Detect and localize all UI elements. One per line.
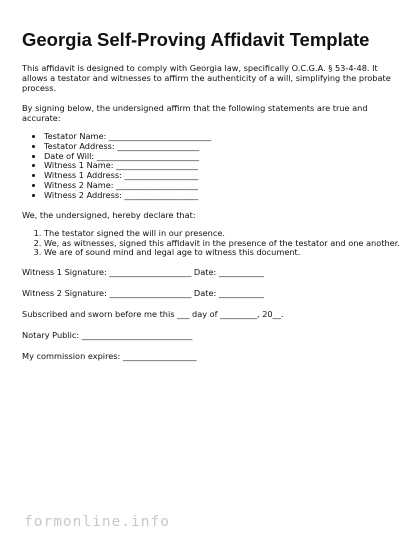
intro-paragraph: This affidavit is designed to comply with Georgia law, specifically O.C.G.A. § 53-4-48. It allows a testator and witnesses to affirm the authenticity of a will, simplifying the probate process.: [22, 63, 391, 94]
declaration-item: 2. We, as witnesses, signed this affidavit in the presence of the testator and one another.: [44, 239, 402, 249]
watermark-text: formonline.info: [24, 514, 170, 530]
document-page: [22, 0, 402, 372]
notary-line: Notary Public: ___________________________: [22, 330, 193, 341]
document-title: Georgia Self-Proving Affidavit Template: [22, 29, 370, 50]
commission-line: My commission expires: __________________: [22, 351, 197, 362]
sworn-line: Subscribed and sworn before me this ___ day of _________, 20__.: [22, 309, 284, 320]
field-witness-2-address: • Witness 2 Address: __________________: [44, 191, 402, 201]
field-testator-name: • Testator Name: _________________________: [44, 132, 402, 142]
declaration-item: 1. The testator signed the will in our presence.: [44, 229, 402, 239]
declaration-item: 3. We are of sound mind and legal age to witness this document.: [44, 248, 402, 258]
field-witness-1-address: • Witness 1 Address: __________________: [44, 171, 402, 181]
witness-2-signature-line: Witness 2 Signature: ____________________ Date: ___________: [22, 288, 264, 299]
declaration-list: [22, 229, 402, 258]
field-witness-2-name: • Witness 2 Name: ____________________: [44, 181, 402, 191]
field-witness-1-name: • Witness 1 Name: ____________________: [44, 161, 402, 171]
declare-paragraph: We, the undersigned, hereby declare that:: [22, 209, 196, 220]
field-testator-address: • Testator Address: ____________________: [44, 142, 402, 152]
field-date-of-will: • Date of Will: _________________________: [44, 152, 402, 162]
field-list: [22, 132, 402, 201]
affirm-paragraph: By signing below, the undersigned affirm that the following statements are true and accurate:: [22, 102, 368, 123]
witness-1-signature-line: Witness 1 Signature: ____________________ Date: ___________: [22, 267, 264, 278]
